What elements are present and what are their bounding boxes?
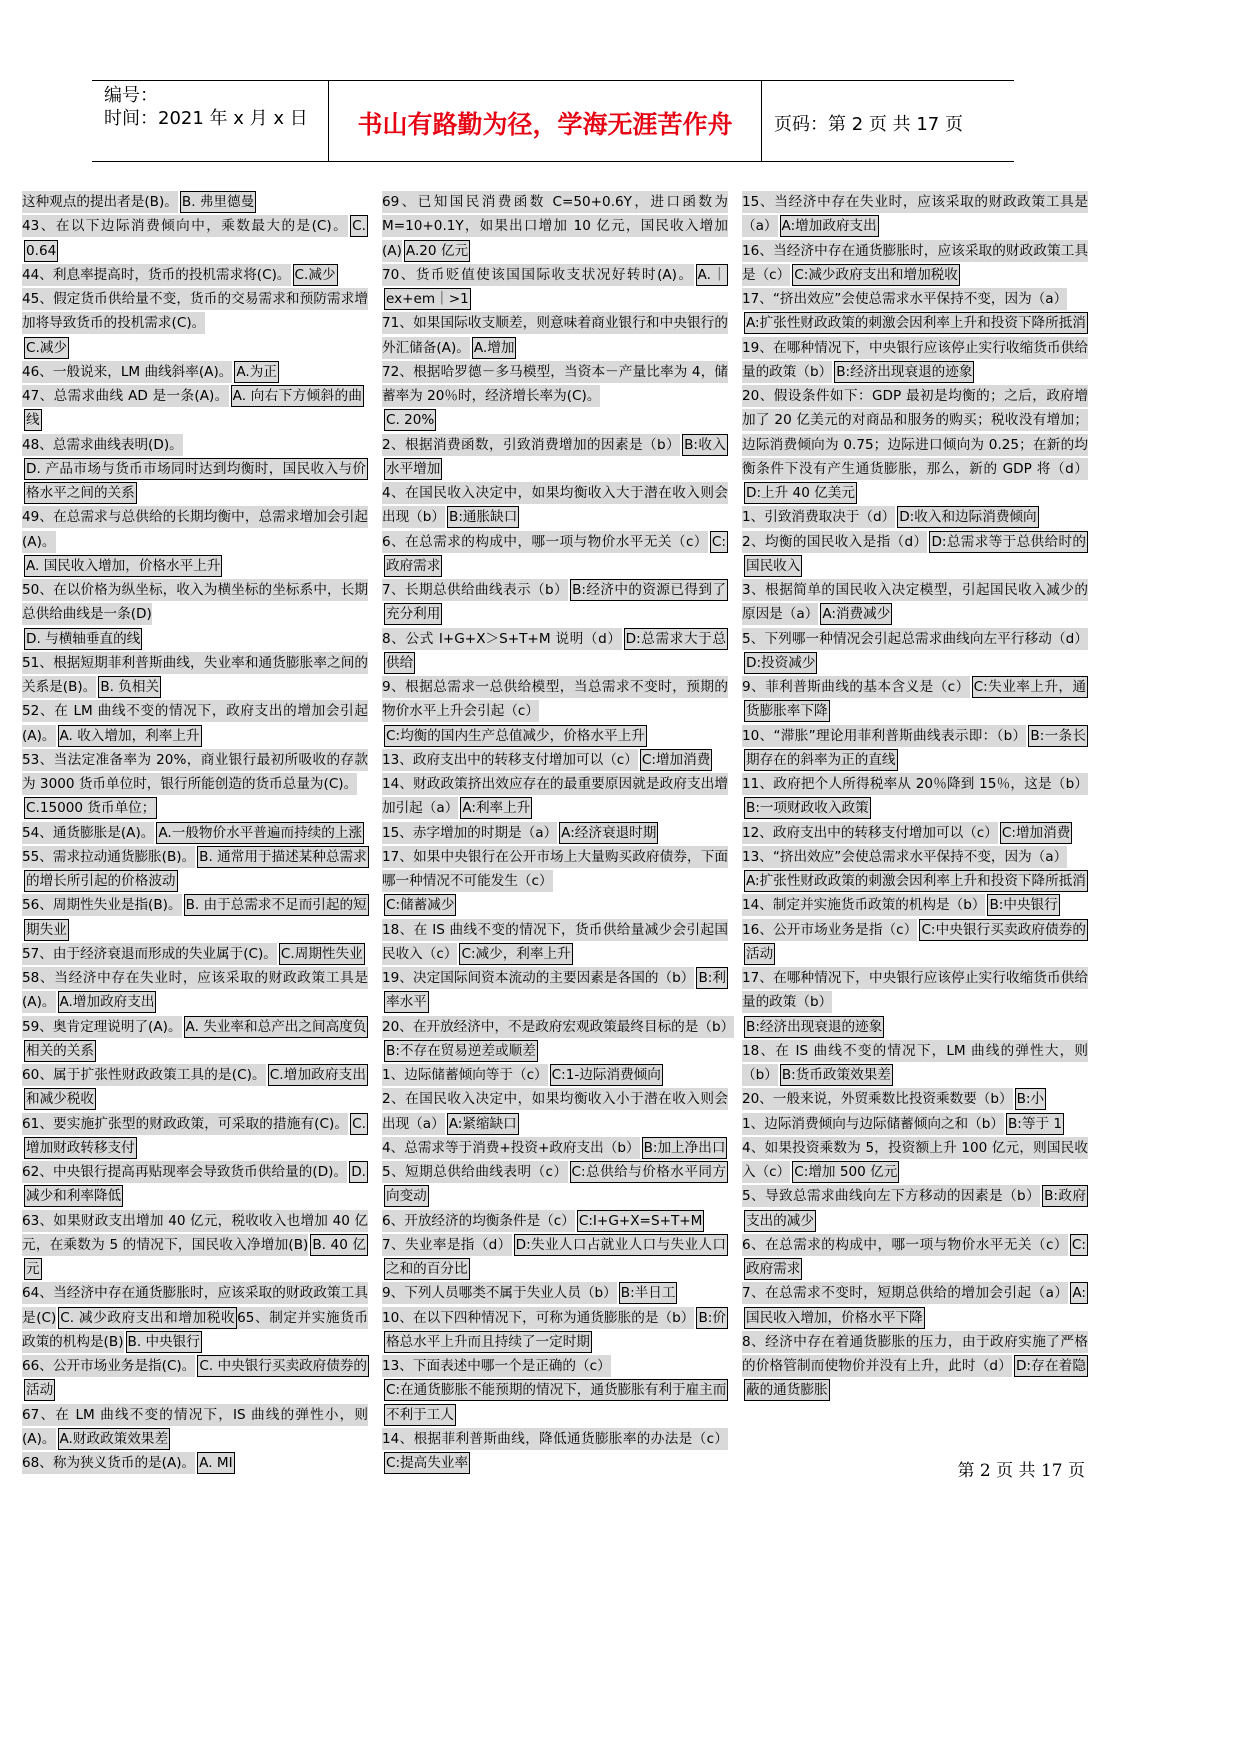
question-paragraph bbox=[742, 287, 1088, 311]
question-text: 3、根据简单的国民收入决定模型，引起国民收入减少的原因是（a） bbox=[742, 579, 1088, 625]
question-text: 13、政府支出中的转移支付增加可以（c） bbox=[382, 749, 638, 771]
question-paragraph bbox=[382, 1378, 728, 1427]
motto-banner: 书山有路勤为径，学海无涯苦作舟 bbox=[328, 81, 762, 161]
question-paragraph bbox=[742, 1039, 1088, 1088]
answer-box: C:增加 500 亿元 bbox=[792, 1161, 899, 1183]
answer-box: A. 向右下方倾斜的曲线 bbox=[24, 385, 364, 431]
question-paragraph bbox=[382, 1281, 728, 1305]
question-text: 4、总需求等于消费+投资+政府支出（b） bbox=[382, 1137, 640, 1159]
answer-box: B. 中央银行 bbox=[126, 1331, 202, 1353]
answer-box: D:总需求等于总供给时的国民收入 bbox=[744, 531, 1088, 577]
question-text: 8、经济中存在着通货膨胀的压力，由于政府实施了严格的价格管制而使物价并没有上升，此时（d） bbox=[742, 1331, 1088, 1377]
question-text: 54、通货膨胀是(A)。 bbox=[22, 822, 154, 844]
answer-box: A. MI bbox=[197, 1452, 234, 1474]
question-text: 7、失业率是指（d） bbox=[382, 1234, 512, 1256]
question-paragraph bbox=[382, 408, 728, 432]
answer-box: C.减少 bbox=[293, 264, 338, 286]
answer-box: A.｜ex+em｜>1 bbox=[384, 264, 728, 310]
question-paragraph bbox=[382, 1354, 728, 1378]
answer-box: C:提高失业率 bbox=[384, 1452, 470, 1474]
question-text: 47、总需求曲线 AD 是一条(A)。 bbox=[22, 385, 229, 407]
question-text: 20、在开放经济中，不是政府宏观政策最终目标的是（b） bbox=[382, 1016, 734, 1038]
question-paragraph bbox=[382, 311, 728, 360]
answer-box: A:国民收入增加，价格水平下降 bbox=[744, 1282, 1088, 1328]
question-text: 68、称为狭义货币的是(A)。 bbox=[22, 1452, 195, 1474]
question-paragraph bbox=[382, 1160, 728, 1209]
question-text: 15、赤字增加的时期是（a） bbox=[382, 822, 557, 844]
question-text: 49、在总需求与总供给的长期均衡中，总需求增加会引起(A)。 bbox=[22, 506, 368, 552]
question-paragraph bbox=[22, 893, 368, 942]
question-paragraph bbox=[742, 869, 1088, 893]
question-paragraph bbox=[742, 627, 1088, 676]
question-paragraph bbox=[22, 384, 368, 433]
question-text: 7、长期总供给曲线表示（b） bbox=[382, 579, 568, 601]
question-text: 53、当法定准备率为 20%，商业银行最初所吸收的存款为 3000 货币单位时，银行所能创造的货币总量为(C)。 bbox=[22, 749, 368, 795]
question-paragraph bbox=[22, 845, 368, 894]
answer-box: C:储蓄减少 bbox=[384, 894, 456, 916]
question-paragraph bbox=[22, 1281, 368, 1354]
answer-box: D. 与横轴垂直的线 bbox=[24, 628, 142, 650]
answer-box: C. 减少政府支出和增加税收 bbox=[58, 1307, 237, 1329]
question-text: 16、当经济中存在通货膨胀时，应该采取的财政政策工具是（c） bbox=[742, 240, 1088, 286]
question-text: 55、需求拉动通货膨胀(B)。 bbox=[22, 846, 195, 868]
answer-box: D:投资减少 bbox=[744, 652, 817, 674]
question-paragraph bbox=[742, 821, 1088, 845]
answer-box: A.为正 bbox=[234, 361, 279, 383]
answer-box: B:不存在贸易逆差或顺差 bbox=[384, 1040, 538, 1062]
question-text: 63、如果财政支出增加 40 亿元，税收收入也增加 40 亿元，在乘数为 5 的情况下，国民收入净增加(B) bbox=[22, 1210, 368, 1256]
question-paragraph bbox=[742, 1233, 1088, 1282]
answer-box: B:经济出现衰退的迹象 bbox=[744, 1016, 884, 1038]
question-paragraph bbox=[22, 796, 368, 820]
answer-box: A:扩张性财政政策的刺激会因利率上升和投资下降所抵消 bbox=[744, 312, 1088, 334]
question-paragraph bbox=[382, 1087, 728, 1136]
question-paragraph bbox=[22, 190, 368, 214]
answer-box: C. 0.64 bbox=[24, 215, 368, 261]
question-text: 4、如果投资乘数为 5，投资额上升 100 亿元，则国民收入（c） bbox=[742, 1137, 1088, 1183]
question-paragraph bbox=[22, 1160, 368, 1209]
question-paragraph bbox=[382, 1015, 735, 1064]
answer-box: B:货币政策效果差 bbox=[780, 1064, 893, 1086]
question-paragraph bbox=[382, 433, 728, 482]
answer-box: C:I+G+X=S+T+M bbox=[577, 1210, 705, 1232]
question-paragraph bbox=[22, 942, 368, 966]
question-paragraph bbox=[382, 1209, 728, 1233]
question-paragraph bbox=[742, 239, 1088, 288]
answer-box: B:半日工 bbox=[619, 1282, 678, 1304]
question-text: 20、假设条件如下：GDP 最初是均衡的；之后，政府增加了 20 亿美元的对商品和服务的购买；税收没有增加；边际消费倾向为 0.75；边际进口倾向为 0.25；在新的均衡条件下没有产生通货膨胀，那么，新的 GDP 将（d） bbox=[742, 385, 1088, 480]
answer-box: C:政府需求 bbox=[744, 1234, 1088, 1280]
question-paragraph bbox=[742, 772, 1088, 821]
question-text: 14、财政政策挤出效应存在的最重要原因就是政府支出增加引起（a） bbox=[382, 773, 728, 819]
answer-box: C.15000 货币单位； bbox=[24, 797, 157, 819]
question-text: 1、引致消费取决于（d） bbox=[742, 506, 895, 528]
question-paragraph bbox=[382, 724, 728, 748]
answer-box: B:收入水平增加 bbox=[384, 434, 728, 480]
answer-box: C:中央银行买卖政府债券的活动 bbox=[744, 919, 1088, 965]
question-text: 57、由于经济衰退而形成的失业属于(C)。 bbox=[22, 943, 277, 965]
question-paragraph bbox=[22, 699, 368, 748]
document-date: 时间：2021 年 x 月 x 日 bbox=[104, 108, 308, 129]
question-paragraph bbox=[22, 578, 368, 627]
answer-box: B. 负相关 bbox=[98, 676, 161, 698]
question-text: 9、下列人员哪类不属于失业人员（b） bbox=[382, 1282, 617, 1304]
page-indicator: 页码：第 2 页 共 17 页 bbox=[774, 114, 963, 135]
question-text: 45、假定货币供给量不变，货币的交易需求和预防需求增加将导致货币的投机需求(C)。 bbox=[22, 288, 368, 334]
answer-box: C.减少 bbox=[24, 337, 69, 359]
question-text: 43、在以下边际消费倾向中，乘数最大的是(C)。 bbox=[22, 215, 348, 237]
question-text: 1、边际消费倾向与边际储蓄倾向之和（b） bbox=[742, 1113, 1004, 1135]
question-text: 60、属于扩张性财政政策工具的是(C)。 bbox=[22, 1064, 266, 1086]
question-text: 20、一般来说，外贸乘数比投资乘数要（b） bbox=[742, 1088, 1013, 1110]
answer-box: C:减少政府支出和增加税收 bbox=[792, 264, 960, 286]
question-paragraph bbox=[22, 1112, 368, 1161]
question-paragraph bbox=[22, 966, 368, 1015]
question-text: 这种观点的提出者是(B)。 bbox=[22, 191, 178, 213]
answer-box: D:收入和边际消费倾向 bbox=[897, 506, 1038, 528]
question-paragraph bbox=[382, 627, 728, 676]
answer-box: B:政府支出的减少 bbox=[744, 1185, 1088, 1231]
question-paragraph bbox=[22, 287, 368, 336]
question-text: 2、均衡的国民收入是指（d） bbox=[742, 531, 927, 553]
question-paragraph bbox=[742, 1112, 1088, 1136]
question-paragraph bbox=[742, 311, 1088, 335]
question-paragraph bbox=[742, 1136, 1088, 1185]
answer-box: A.财政政策效果差 bbox=[58, 1428, 171, 1450]
answer-box: C. 20% bbox=[384, 409, 436, 431]
question-text: 4、在国民收入决定中，如果均衡收入大于潜在收入则会出现（b） bbox=[382, 482, 728, 528]
answer-box: B:等于 1 bbox=[1006, 1113, 1064, 1135]
question-paragraph bbox=[742, 190, 1088, 239]
answer-box: B:经济中的资源已得到了充分利用 bbox=[384, 579, 728, 625]
question-paragraph bbox=[382, 578, 728, 627]
question-text: 19、决定国际间资本流动的主要因素是各国的（b） bbox=[382, 967, 694, 989]
question-paragraph bbox=[742, 724, 1088, 773]
answer-box: A:利率上升 bbox=[460, 797, 532, 819]
page-footer: 第 2 页 共 17 页 bbox=[957, 1461, 1085, 1481]
answer-box: A.增加 bbox=[472, 337, 517, 359]
question-paragraph bbox=[22, 1451, 368, 1475]
answer-box: B:一项财政收入政策 bbox=[744, 797, 871, 819]
question-text: 18、在 IS 曲线不变的情况下，LM 曲线的弹性大，则（b） bbox=[742, 1040, 1088, 1086]
question-paragraph bbox=[22, 1209, 368, 1282]
question-text: 12、政府支出中的转移支付增加可以（c） bbox=[742, 822, 998, 844]
answer-box: A. 失业率和总产出之间高度负相关的关系 bbox=[24, 1016, 368, 1062]
answer-box: B:通胀缺口 bbox=[447, 506, 519, 528]
question-text: 17、“挤出效应”会使总需求水平保持不变，因为（a） bbox=[742, 288, 1067, 310]
question-paragraph bbox=[22, 651, 368, 700]
question-paragraph bbox=[382, 263, 728, 312]
question-paragraph bbox=[22, 627, 368, 651]
question-paragraph bbox=[22, 1403, 368, 1452]
question-text: 14、根据菲利普斯曲线，降低通货膨胀率的办法是（c） bbox=[382, 1428, 728, 1450]
document-header bbox=[92, 80, 1014, 162]
answer-box: B. 弗里德曼 bbox=[180, 191, 256, 213]
question-paragraph bbox=[742, 893, 1088, 917]
question-text: 6、在总需求的构成中，哪一项与物价水平无关（c） bbox=[382, 531, 708, 553]
question-text: 50、在以价格为纵坐标，收入为横坐标的坐标系中，长期总供给曲线是一条(D) bbox=[22, 579, 368, 625]
answer-box: C.周期性失业 bbox=[279, 943, 365, 965]
question-paragraph bbox=[382, 966, 728, 1015]
answer-box: C:政府需求 bbox=[384, 531, 728, 577]
question-text: 10、“滞胀”理论用菲利普斯曲线表示即：（b） bbox=[742, 725, 1026, 747]
question-paragraph bbox=[742, 505, 1088, 529]
answer-box: C:均衡的国内生产总值减少，价格水平上升 bbox=[384, 725, 647, 747]
question-paragraph bbox=[22, 1354, 368, 1403]
question-paragraph bbox=[382, 893, 728, 917]
question-paragraph bbox=[22, 554, 368, 578]
question-text: 65、制定并实施货币政策的机构是(B) bbox=[22, 1307, 368, 1353]
answer-box: A. 收入增加，利率上升 bbox=[58, 725, 202, 747]
question-paragraph bbox=[22, 505, 368, 554]
answer-box: C.增加政府支出和减少税收 bbox=[24, 1064, 368, 1110]
question-paragraph bbox=[382, 1136, 728, 1160]
answer-box: B. 40 亿元 bbox=[24, 1234, 368, 1280]
left-column bbox=[22, 190, 368, 1471]
question-paragraph bbox=[22, 263, 368, 287]
answer-box: C:减少，利率上升 bbox=[459, 943, 572, 965]
answer-box: C:在通货膨胀不能预期的情况下，通货膨胀有利于雇主而不利于工人 bbox=[384, 1379, 728, 1425]
answer-box: C. 中央银行买卖政府债券的活动 bbox=[24, 1355, 369, 1401]
question-paragraph bbox=[382, 918, 728, 967]
question-paragraph bbox=[22, 1063, 368, 1112]
question-text: 66、公开市场业务是指(C)。 bbox=[22, 1355, 195, 1377]
question-paragraph bbox=[382, 772, 728, 821]
answer-box: B. 通常用于描述某种总需求的增长所引起的价格波动 bbox=[24, 846, 369, 892]
question-text: 72、根据哈罗德－多马模型，当资本－产量比率为 4，储蓄率为 20％时，经济增长率为(C)。 bbox=[382, 361, 728, 407]
question-paragraph bbox=[742, 675, 1088, 724]
question-text: 9、菲利普斯曲线的基本含义是（c） bbox=[742, 676, 970, 698]
answer-box: D.减少和利率降低 bbox=[24, 1161, 368, 1207]
question-paragraph bbox=[742, 1087, 1088, 1111]
question-paragraph bbox=[382, 1427, 728, 1476]
answer-box: C:增加消费 bbox=[640, 749, 712, 771]
question-text: 64、当经济中存在通货膨胀时，应该采取的财政政策工具是(C) bbox=[22, 1282, 368, 1328]
question-paragraph bbox=[742, 1015, 1088, 1039]
question-text: 56、周期性失业是指(B)。 bbox=[22, 894, 182, 916]
question-text: 10、在以下四种情况下，可称为通货膨胀的是（b） bbox=[382, 1307, 694, 1329]
question-text: 19、在哪种情况下，中央银行应该停止实行收缩货币供给量的政策（b） bbox=[742, 337, 1088, 383]
answer-box: A:扩张性财政政策的刺激会因利率上升和投资下降所抵消 bbox=[744, 870, 1088, 892]
question-text: 62、中央银行提高再贴现率会导致货币供给量的(D)。 bbox=[22, 1161, 347, 1183]
answer-box: D:上升 40 亿美元 bbox=[744, 482, 857, 504]
middle-column bbox=[382, 190, 735, 1471]
answer-box: C.增加财政转移支付 bbox=[24, 1113, 368, 1159]
answer-box: D. 产品市场与货币市场同时达到均衡时，国民收入与价格水平之间的关系 bbox=[24, 458, 368, 504]
question-paragraph bbox=[382, 1233, 728, 1282]
answer-box: B:小 bbox=[1015, 1088, 1047, 1110]
answer-box: A.一般物价水平普遍而持续的上涨 bbox=[156, 822, 364, 844]
question-paragraph bbox=[382, 675, 728, 724]
question-text: 15、当经济中存在失业时，应该采取的财政政策工具是（a） bbox=[742, 191, 1088, 237]
question-text: 44、利息率提高时，货币的投机需求将(C)。 bbox=[22, 264, 291, 286]
answer-box: A:紧缩缺口 bbox=[447, 1113, 519, 1135]
question-text: 16、公开市场业务是指（c） bbox=[742, 919, 917, 941]
question-paragraph bbox=[22, 336, 368, 360]
question-paragraph bbox=[22, 821, 368, 845]
question-text: 52、在 LM 曲线不变的情况下，政府支出的增加会引起(A)。 bbox=[22, 700, 368, 746]
question-text: 17、在哪种情况下，中央银行应该停止实行收缩货币供给量的政策（b） bbox=[742, 967, 1088, 1013]
question-paragraph bbox=[742, 918, 1088, 967]
question-text: 6、开放经济的均衡条件是（c） bbox=[382, 1210, 575, 1232]
question-paragraph bbox=[382, 845, 728, 894]
question-text: 58、当经济中存在失业时，应该采取的财政政策工具是(A)。 bbox=[22, 967, 368, 1013]
question-paragraph bbox=[22, 360, 368, 384]
question-text: 61、要实施扩张型的财政政策，可采取的措施有(C)。 bbox=[22, 1113, 348, 1135]
question-text: 9、根据总需求一总供给模型，当总需求不变时，预期的物价水平上升会引起（c） bbox=[382, 676, 728, 722]
answer-box: A.20 亿元 bbox=[404, 240, 470, 262]
question-paragraph bbox=[742, 1184, 1088, 1233]
answer-box: B:中央银行 bbox=[987, 894, 1059, 916]
answer-box: A:消费减少 bbox=[820, 603, 892, 625]
answer-box: A. 国民收入增加，价格水平上升 bbox=[24, 555, 222, 577]
question-paragraph bbox=[742, 845, 1088, 869]
answer-box: C:失业率上升，通货膨胀率下降 bbox=[744, 676, 1088, 722]
answer-box: B. 由于总需求不足而引起的短期失业 bbox=[24, 894, 369, 940]
answer-box: B:经济出现衰退的迹象 bbox=[834, 361, 974, 383]
question-text: 14、制定并实施货币政策的机构是（b） bbox=[742, 894, 985, 916]
question-paragraph bbox=[382, 1063, 728, 1087]
answer-box: A.增加政府支出 bbox=[58, 991, 157, 1013]
question-paragraph bbox=[742, 966, 1088, 1015]
question-text: 5、短期总供给曲线表明（c） bbox=[382, 1161, 568, 1183]
question-text: 13、下面表述中哪一个是正确的（c） bbox=[382, 1355, 611, 1377]
question-text: 71、如果国际收支顺差，则意味着商业银行和中央银行的外汇储备(A)。 bbox=[382, 312, 728, 358]
question-paragraph bbox=[742, 336, 1088, 385]
question-text: 2、根据消费函数，引致消费增加的因素是（b） bbox=[382, 434, 680, 456]
question-text: 67、在 LM 曲线不变的情况下，IS 曲线的弹性小，则(A)。 bbox=[22, 1404, 368, 1450]
question-paragraph bbox=[742, 578, 1088, 627]
question-text: 8、公式 I+G+X＞S+T+M 说明（d） bbox=[382, 628, 622, 650]
question-text: 59、奥肯定理说明了(A)。 bbox=[22, 1016, 182, 1038]
answer-box: D:总需求大于总供给 bbox=[384, 628, 728, 674]
question-paragraph bbox=[382, 190, 728, 263]
answer-box: B:加上净出口 bbox=[642, 1137, 728, 1159]
question-text: 2、在国民收入决定中，如果均衡收入小于潜在收入则会出现（a） bbox=[382, 1088, 728, 1134]
question-paragraph bbox=[382, 530, 728, 579]
question-text: 13、“挤出效应”会使总需求水平保持不变，因为（a） bbox=[742, 846, 1067, 868]
question-text: 69、已知国民消费函数 C=50+0.6Y，进口函数为 M=10+0.1Y，如果出口增加 10 亿元，国民收入增加(A) bbox=[382, 191, 728, 262]
question-text: 70、货币贬值使该国国际收支状况好转时(A)。 bbox=[382, 264, 694, 286]
answer-box: A:增加政府支出 bbox=[780, 215, 879, 237]
question-paragraph bbox=[22, 433, 368, 457]
question-paragraph bbox=[382, 748, 728, 772]
question-text: 6、在总需求的构成中，哪一项与物价水平无关（c） bbox=[742, 1234, 1068, 1256]
answer-box: B:利率水平 bbox=[384, 967, 728, 1013]
question-text: 5、导致总需求曲线向左下方移动的因素是（b） bbox=[742, 1185, 1040, 1207]
document-number-label: 编号： bbox=[104, 85, 158, 106]
question-paragraph bbox=[22, 457, 368, 506]
question-text: 51、根据短期菲利普斯曲线，失业率和通货膨胀率之间的关系是(B)。 bbox=[22, 652, 368, 698]
question-text: 18、在 IS 曲线不变的情况下，货币供给量减少会引起国民收入（c） bbox=[382, 919, 728, 965]
answer-box: C:总供给与价格水平同方向变动 bbox=[384, 1161, 728, 1207]
question-text: 1、边际储蓄倾向等于（c） bbox=[382, 1064, 548, 1086]
answer-box: B:价格总水平上升而且持续了一定时期 bbox=[384, 1307, 728, 1353]
question-paragraph bbox=[22, 214, 368, 263]
question-paragraph bbox=[742, 1281, 1088, 1330]
answer-box: D:失业人口占就业人口与失业人口之和的百分比 bbox=[384, 1234, 728, 1280]
question-text: 17、如果中央银行在公开市场上大量购买政府债券，下面哪一种情况不可能发生（c） bbox=[382, 846, 728, 892]
answer-box: C:增加消费 bbox=[1000, 822, 1072, 844]
right-column bbox=[742, 190, 1088, 1454]
header-info-cell bbox=[92, 81, 328, 161]
question-paragraph bbox=[22, 748, 368, 797]
question-paragraph bbox=[22, 1015, 368, 1064]
question-paragraph bbox=[742, 530, 1088, 579]
answer-box: D:存在着隐蔽的通货膨胀 bbox=[744, 1355, 1088, 1401]
question-text: 7、在总需求不变时，短期总供给的增加会引起（a） bbox=[742, 1282, 1068, 1304]
question-paragraph bbox=[382, 1306, 728, 1355]
question-text: 5、下列哪一种情况会引起总需求曲线向左平行移动（d） bbox=[742, 628, 1088, 650]
answer-box: C:1-边际消费倾向 bbox=[550, 1064, 663, 1086]
question-text: 48、总需求曲线表明(D)。 bbox=[22, 434, 183, 456]
question-text: 11、政府把个人所得税率从 20％降到 15％，这是（b） bbox=[742, 773, 1088, 795]
question-paragraph bbox=[742, 1330, 1088, 1403]
answer-box: A:经济衰退时期 bbox=[559, 822, 658, 844]
question-paragraph bbox=[382, 360, 728, 409]
question-paragraph bbox=[742, 384, 1088, 505]
answer-box: B:一条长期存在的斜率为正的直线 bbox=[744, 725, 1088, 771]
question-text: 46、一般说来，LM 曲线斜率(A)。 bbox=[22, 361, 232, 383]
question-paragraph bbox=[382, 481, 728, 530]
question-paragraph bbox=[382, 821, 728, 845]
